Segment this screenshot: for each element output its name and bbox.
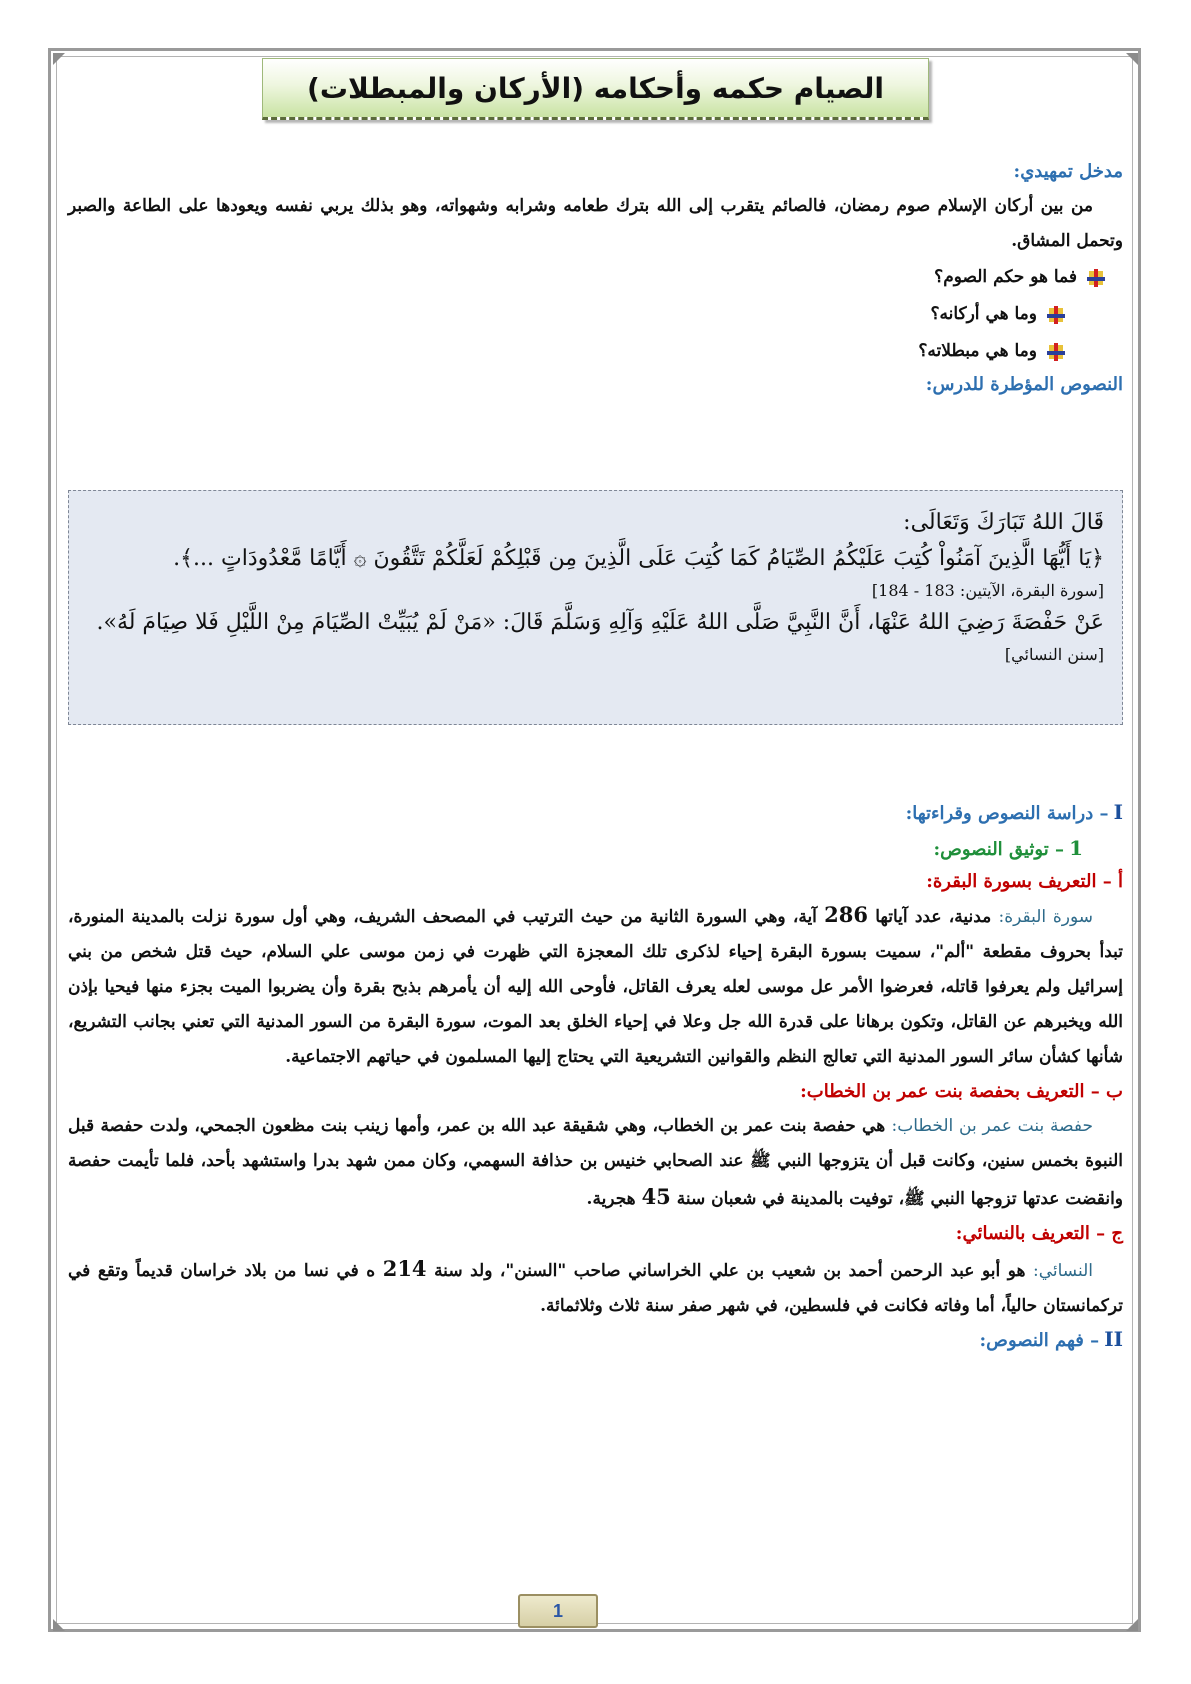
hafsa-paragraph: حفصة بنت عمر بن الخطاب: هي حفصة بنت عمر بن الخطاب، وهي شقيقة عبد الله بن عمر، وأمها زينب بنت مظعون الجمحي، ولدت حفصة قبل النبوة بخمس سنين، وكانت قبل أن يتزوجها النبي ﷺ عند الصحابي خنيس بن حذافة السهمي، وكان ممن شهد بدرا واستشهد بأحد، فلما تأيمت حفصة وانقضت عدتها تزوجها النبي ﷺ، توفيت بالمدينة في شعبان سنة 45 هجرية. — [68, 1116, 1123, 1209]
study-section — [68, 795, 1123, 1356]
corner-ornament — [1126, 1619, 1138, 1631]
intro-heading: مدخل تمهيدي: — [1013, 161, 1123, 182]
page-title: الصيام حكمه وأحكامه (الأركان والمبطلات) — [307, 71, 884, 105]
subsection-1-heading: 1 – توثيق النصوص: — [933, 836, 1083, 860]
question-item: فما هو حكم الصوم؟ — [68, 259, 1105, 296]
verse-reference: [سورة البقرة، الآيتين: 183 - 184] — [871, 581, 1104, 600]
nasai-paragraph: النسائي: هو أبو عبد الرحمن أحمد بن شعيب بن علي الخراساني صاحب "السنن"، ولد سنة 214 ه في نسا من بلاد خراسان قديماً وتقع في تركمانستان حالياً، أما وفاته فكانت في فلسطين، في شهر صفر سنة ثلاث وثلاثمائة. — [68, 1256, 1123, 1316]
bullet-icon — [1047, 306, 1065, 324]
hafsa-heading: ب – التعريف بحفصة بنت عمر بن الخطاب: — [800, 1081, 1123, 1102]
page-number-box — [518, 1594, 598, 1628]
quran-verse: ﴿يَا أَيُّهَا الَّذِينَ آمَنُواْ كُتِبَ عَلَيْكُمُ الصِّيَامُ كَمَا كُتِبَ عَلَى الَّذِينَ مِن قَبْلِكُمْ لَعَلَّكُمْ تَتَّقُونَ ۞ أَيَّامًا مَّعْدُودَاتٍ ...﴾. — [173, 546, 1104, 571]
question-item: وما هي أركانه؟ — [68, 296, 1065, 333]
baqara-heading: أ – التعريف بسورة البقرة: — [926, 871, 1123, 892]
bullet-icon — [1087, 269, 1105, 287]
baqara-paragraph: سورة البقرة: مدنية، عدد آياتها 286 آية، وهي السورة الثانية من حيث الترتيب في المصحف الشريف، وهي أول سورة نزلت بالمدينة المنورة، تبدأ بحروف مقطعة "ألم"، سميت بسورة البقرة إحياء لذكرى تلك المعجزة التي ظهرت في زمن موسى علي السلام، حيث قتل شخص من بني إسرائيل ولم يعرفوا قاتله، فعرضوا الأمر عل موسى لعله يعرف القاتل، فأوحى الله إليه أن يأمرهم بذبح بقرة وأن يضربوا الميت بجزء منها فيحيا بإذن الله ويخبرهم عن القاتل، وتكون برهانا على قدرة الله جل وعلا في إحياء الخلق بعد الموت، سورة البقرة من السور المدنية التي تعني بجانب التشريع، شأنها كشأن سائر السور المدنية التي تعالج النظم والقوانين التشريعية التي يحتاج إليها المسلمون في حياتهم الاجتماعية. — [68, 902, 1123, 1067]
nasai-heading: ج – التعريف بالنسائي: — [955, 1223, 1123, 1244]
title-banner — [262, 58, 929, 120]
hadith-reference: [سنن النسائي] — [1004, 645, 1104, 664]
hadith-text: عَنْ حَفْصَةَ رَضِيَ اللهُ عَنْهَا، أَنَّ النَّبِيَّ صَلَّى اللهُ عَلَيْهِ وَآلِهِ وَسَلَّمَ قَالَ: «مَنْ لَمْ يُبَيِّتْ الصِّيَامَ مِنْ اللَّيْلِ فَلا صِيَامَ لَهُ». — [96, 610, 1104, 635]
quran-intro: قَالَ اللهُ تَبَارَكَ وَتَعَالَى: — [903, 510, 1104, 535]
intro-paragraph: من بين أركان الإسلام صوم رمضان، فالصائم يتقرب إلى الله بترك طعامه وشرابه وشهواته، وهو بذلك يربي نفسه ويعودها على الطاعة والصبر وتحمل المشاق. — [68, 196, 1123, 251]
question-item: وما هي مبطلاته؟ — [68, 333, 1065, 370]
corner-ornament — [53, 53, 65, 65]
section-2-heading: II – فهم النصوص: — [979, 1327, 1123, 1351]
texts-box — [68, 490, 1123, 725]
corner-ornament — [53, 1619, 65, 1631]
bullet-icon — [1047, 343, 1065, 361]
corner-ornament — [1126, 53, 1138, 65]
intro-section — [68, 155, 1123, 400]
page-number: 1 — [552, 1600, 563, 1621]
section-1-heading: I – دراسة النصوص وقراءتها: — [905, 800, 1123, 824]
texts-heading: النصوص المؤطرة للدرس: — [925, 374, 1123, 395]
